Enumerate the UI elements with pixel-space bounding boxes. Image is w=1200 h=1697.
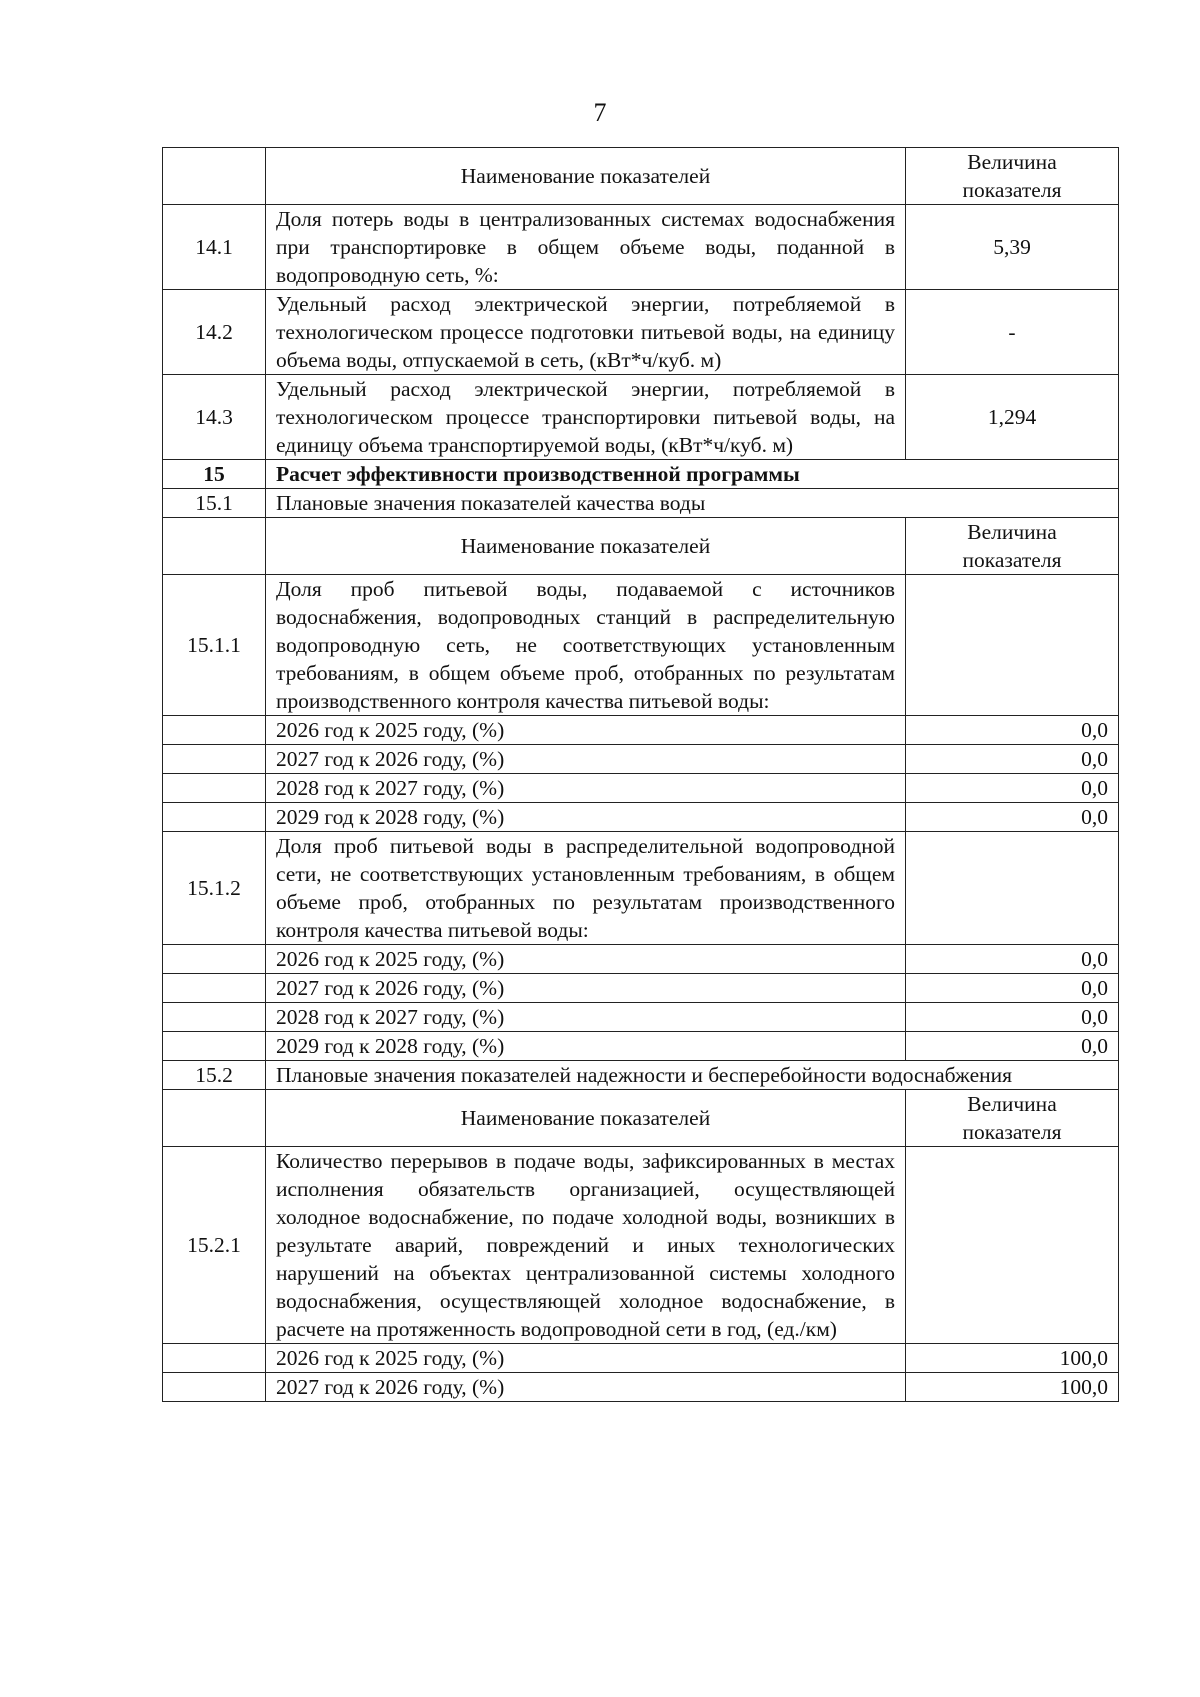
header-name: Наименование показателей xyxy=(266,148,906,205)
subsection-number: 15.2 xyxy=(163,1061,266,1090)
row-value xyxy=(906,575,1119,716)
year-value: 0,0 xyxy=(906,716,1119,745)
subsection-title: Плановые значения показателей качества воды xyxy=(266,489,1119,518)
header-name: Наименование показателей xyxy=(266,1090,906,1147)
table-row xyxy=(163,575,1119,716)
year-label: 2026 год к 2025 году, (%) xyxy=(266,716,906,745)
year-value: 0,0 xyxy=(906,774,1119,803)
year-value: 0,0 xyxy=(906,745,1119,774)
year-empty-cell xyxy=(163,745,266,774)
year-row xyxy=(163,774,1119,803)
row-number: 14.1 xyxy=(163,205,266,290)
row-value xyxy=(906,1147,1119,1344)
table-row xyxy=(163,1147,1119,1344)
row-value: 1,294 xyxy=(906,375,1119,460)
row-text: Доля проб питьевой воды, подаваемой с источников водоснабжения, водопроводных станций в распределительную водопроводную сеть, не соответствующих установленным требованиям, в общем объеме проб, отобранных по результатам производственного контроля качества питьевой воды: xyxy=(266,575,906,716)
header-empty-cell xyxy=(163,518,266,575)
year-empty-cell xyxy=(163,1344,266,1373)
table-row xyxy=(163,375,1119,460)
year-label: 2027 год к 2026 году, (%) xyxy=(266,745,906,774)
year-label: 2026 год к 2025 году, (%) xyxy=(266,945,906,974)
table-header-row xyxy=(163,1090,1119,1147)
year-empty-cell xyxy=(163,1032,266,1061)
year-label: 2028 год к 2027 году, (%) xyxy=(266,1003,906,1032)
row-number: 15.2.1 xyxy=(163,1147,266,1344)
year-row xyxy=(163,945,1119,974)
indicators-table xyxy=(162,147,1119,1402)
header-value: Величина показателя xyxy=(906,148,1119,205)
table-header-row xyxy=(163,148,1119,205)
subsection-title: Плановые значения показателей надежности и бесперебойности водоснабжения xyxy=(266,1061,1119,1090)
subsection-row xyxy=(163,1061,1119,1090)
year-row xyxy=(163,1344,1119,1373)
year-empty-cell xyxy=(163,774,266,803)
section-row xyxy=(163,460,1119,489)
header-value: Величина показателя xyxy=(906,518,1119,575)
year-value: 0,0 xyxy=(906,945,1119,974)
year-label: 2027 год к 2026 году, (%) xyxy=(266,1373,906,1402)
header-empty-cell xyxy=(163,148,266,205)
header-empty-cell xyxy=(163,1090,266,1147)
subsection-row xyxy=(163,489,1119,518)
year-empty-cell xyxy=(163,945,266,974)
row-value: 5,39 xyxy=(906,205,1119,290)
year-value: 100,0 xyxy=(906,1373,1119,1402)
year-value: 0,0 xyxy=(906,1003,1119,1032)
header-value: Величина показателя xyxy=(906,1090,1119,1147)
row-number: 14.2 xyxy=(163,290,266,375)
year-row xyxy=(163,974,1119,1003)
year-label: 2029 год к 2028 году, (%) xyxy=(266,1032,906,1061)
row-value xyxy=(906,832,1119,945)
row-number: 15.1.2 xyxy=(163,832,266,945)
year-row xyxy=(163,716,1119,745)
table-row xyxy=(163,290,1119,375)
year-value: 0,0 xyxy=(906,974,1119,1003)
year-row xyxy=(163,1032,1119,1061)
year-empty-cell xyxy=(163,974,266,1003)
year-empty-cell xyxy=(163,1373,266,1402)
row-text: Количество перерывов в подаче воды, зафиксированных в местах исполнения обязательств организацией, осуществляющей холодное водоснабжение, по подаче холодной воды, возникших в результате аварий, повреждений и иных технологических нарушений на объектах централизованной системы холодного водоснабжения, осуществляющей холодное водоснабжение, в расчете на протяженность водопроводной сети в год, (ед./км) xyxy=(266,1147,906,1344)
section-title: Расчет эффективности производственной программы xyxy=(266,460,1119,489)
table-header-row xyxy=(163,518,1119,575)
row-number: 15.1.1 xyxy=(163,575,266,716)
year-label: 2029 год к 2028 году, (%) xyxy=(266,803,906,832)
row-value: - xyxy=(906,290,1119,375)
row-number: 14.3 xyxy=(163,375,266,460)
header-name: Наименование показателей xyxy=(266,518,906,575)
row-text: Удельный расход электрической энергии, потребляемой в технологическом процессе транспортировки питьевой воды, на единицу объема транспортируемой воды, (кВт*ч/куб. м) xyxy=(266,375,906,460)
subsection-number: 15.1 xyxy=(163,489,266,518)
year-label: 2027 год к 2026 году, (%) xyxy=(266,974,906,1003)
table-row xyxy=(163,205,1119,290)
year-label: 2028 год к 2027 году, (%) xyxy=(266,774,906,803)
year-empty-cell xyxy=(163,716,266,745)
year-value: 100,0 xyxy=(906,1344,1119,1373)
year-empty-cell xyxy=(163,1003,266,1032)
row-text: Доля потерь воды в централизованных системах водоснабжения при транспортировке в общем объеме воды, поданной в водопроводную сеть, %: xyxy=(266,205,906,290)
table-row xyxy=(163,832,1119,945)
year-value: 0,0 xyxy=(906,803,1119,832)
year-empty-cell xyxy=(163,803,266,832)
row-text: Доля проб питьевой воды в распределительной водопроводной сети, не соответствующих установленным требованиям, в общем объеме проб, отобранных по результатам производственного контроля качества питьевой воды: xyxy=(266,832,906,945)
year-row xyxy=(163,1003,1119,1032)
year-label: 2026 год к 2025 году, (%) xyxy=(266,1344,906,1373)
page-number: 7 xyxy=(593,98,607,127)
year-row xyxy=(163,745,1119,774)
section-number: 15 xyxy=(163,460,266,489)
year-row xyxy=(163,1373,1119,1402)
row-text: Удельный расход электрической энергии, потребляемой в технологическом процессе подготовки питьевой воды, на единицу объема воды, отпускаемой в сеть, (кВт*ч/куб. м) xyxy=(266,290,906,375)
year-value: 0,0 xyxy=(906,1032,1119,1061)
year-row xyxy=(163,803,1119,832)
